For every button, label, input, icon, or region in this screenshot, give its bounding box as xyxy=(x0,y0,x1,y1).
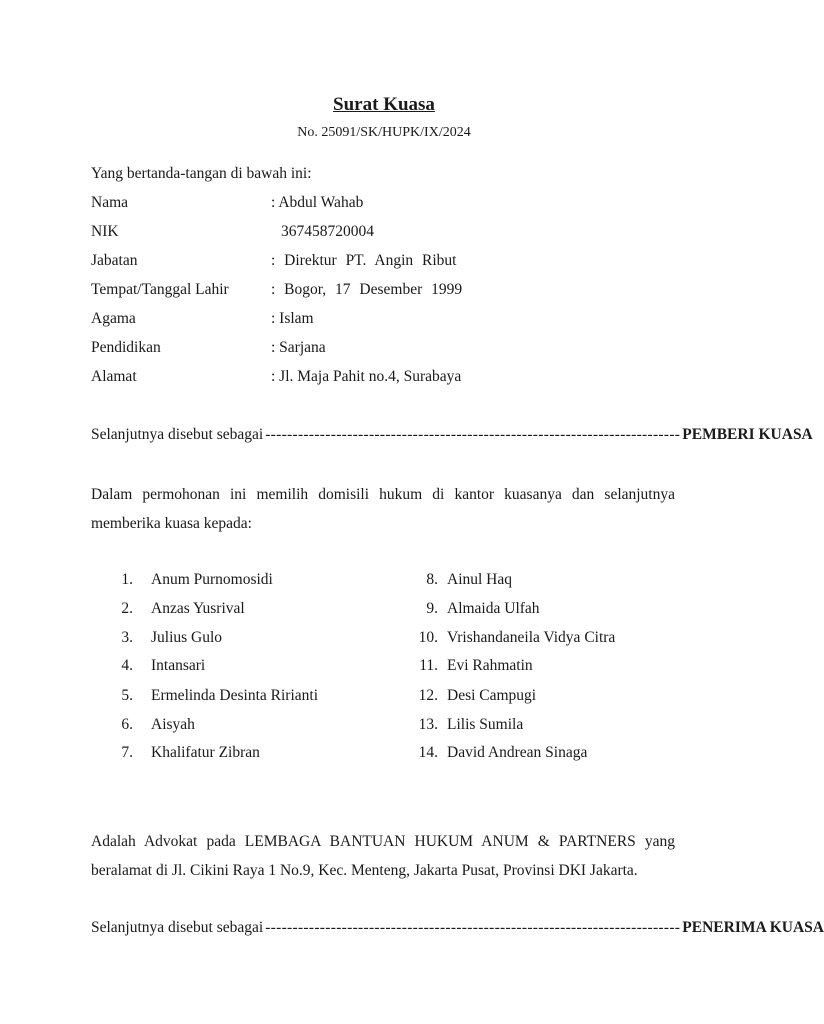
recipient-number: 11. xyxy=(419,657,438,674)
designation-lead: Selanjutnya disebut sebagai xyxy=(91,426,264,443)
recipient-name: Anzas Yusrival xyxy=(151,600,245,617)
recipient-number: 1. xyxy=(121,571,133,588)
recipient-name: Ermelinda Desinta Ririanti xyxy=(151,687,319,704)
recipient-name: Khalifatur Zibran xyxy=(151,744,260,761)
field-value: 367458720004 xyxy=(281,223,374,240)
field-value: : Bogor, 17 Desember 1999 xyxy=(271,281,463,298)
field-value: : Abdul Wahab xyxy=(271,194,364,211)
recipient-item xyxy=(91,629,391,649)
recipient-item xyxy=(400,629,700,649)
dash-leader: ---------------------------------------------------------------------------- xyxy=(265,919,681,936)
field-label: Nama xyxy=(91,194,129,211)
recipient-number: 13. xyxy=(418,716,438,733)
recipient-item xyxy=(91,687,391,707)
recipient-item xyxy=(400,687,700,707)
field-value: : Direktur PT. Angin Ribut xyxy=(271,252,457,269)
recipient-number: 14. xyxy=(418,744,438,761)
recipient-number: 6. xyxy=(121,716,133,733)
recipient-item xyxy=(91,600,391,620)
recipient-name: Julius Gulo xyxy=(151,629,223,646)
field-label: Alamat xyxy=(91,368,137,385)
recipient-item xyxy=(400,657,700,677)
field-label: Pendidikan xyxy=(91,339,161,356)
dash-leader: ---------------------------------------------------------------------------- xyxy=(265,426,681,443)
recipient-name: Ainul Haq xyxy=(447,571,513,588)
recipient-name: Vrishandaneila Vidya Citra xyxy=(447,629,616,646)
recipient-designation xyxy=(91,919,824,937)
recipient-item xyxy=(400,571,700,591)
recipient-number: 4. xyxy=(121,657,133,674)
recipient-item xyxy=(400,744,700,764)
field-value: : Islam xyxy=(271,310,314,327)
advocate-paragraph: Adalah Advokat pada LEMBAGA BANTUAN HUKUM ANUM & PARTNERS yang beralamat di Jl. Cikini Raya 1 No.9, Kec. Menteng, Jakarta Pusat, Provinsi DKI Jakarta. xyxy=(91,833,675,879)
recipient-item xyxy=(400,716,700,736)
recipient-name: Evi Rahmatin xyxy=(447,657,533,674)
recipient-name: Lilis Sumila xyxy=(447,716,524,733)
recipient-name: Almaida Ulfah xyxy=(447,600,540,617)
recipient-number: 10. xyxy=(418,629,438,646)
field-label: Agama xyxy=(91,310,136,327)
recipient-name: Desi Campugi xyxy=(447,687,537,704)
field-value: : Sarjana xyxy=(271,339,326,356)
recipient-item xyxy=(91,744,391,764)
recipient-name: Aisyah xyxy=(151,716,195,733)
document-title: Surat Kuasa xyxy=(333,94,435,115)
recipient-number: 8. xyxy=(426,571,438,588)
recipient-item xyxy=(400,600,700,620)
recipient-name: Intansari xyxy=(151,657,206,674)
recipient-item xyxy=(91,571,391,591)
field-label: NIK xyxy=(91,223,119,240)
field-value: : Jl. Maja Pahit no.4, Surabaya xyxy=(271,368,462,385)
recipient-number: 2. xyxy=(121,600,133,617)
recipient-number: 12. xyxy=(418,687,438,704)
recipient-number: 5. xyxy=(121,687,133,704)
intro-text: Yang bertanda-tangan di bawah ini: xyxy=(91,165,312,182)
recipient-number: 9. xyxy=(426,600,438,617)
designation-lead: Selanjutnya disebut sebagai xyxy=(91,919,264,936)
recipient-item xyxy=(91,716,391,736)
grantor-designation xyxy=(91,426,813,444)
domicile-paragraph: Dalam permohonan ini memilih domisili hukum di kantor kuasanya dan selanjutnya memberika kuasa kepada: xyxy=(91,486,675,532)
recipient-name: David Andrean Sinaga xyxy=(447,744,588,761)
recipient-number: 7. xyxy=(121,744,133,761)
field-label: Jabatan xyxy=(91,252,138,269)
role-pemberi-kuasa: PEMBERI KUASA xyxy=(682,426,813,443)
document-number: No. 25091/SK/HUPK/IX/2024 xyxy=(297,125,471,140)
recipient-item xyxy=(91,657,391,677)
recipient-number: 3. xyxy=(121,629,133,646)
field-label: Tempat/Tanggal Lahir xyxy=(91,281,229,298)
role-penerima-kuasa: PENERIMA KUASA xyxy=(682,919,824,936)
recipient-name: Anum Purnomosidi xyxy=(151,571,273,588)
